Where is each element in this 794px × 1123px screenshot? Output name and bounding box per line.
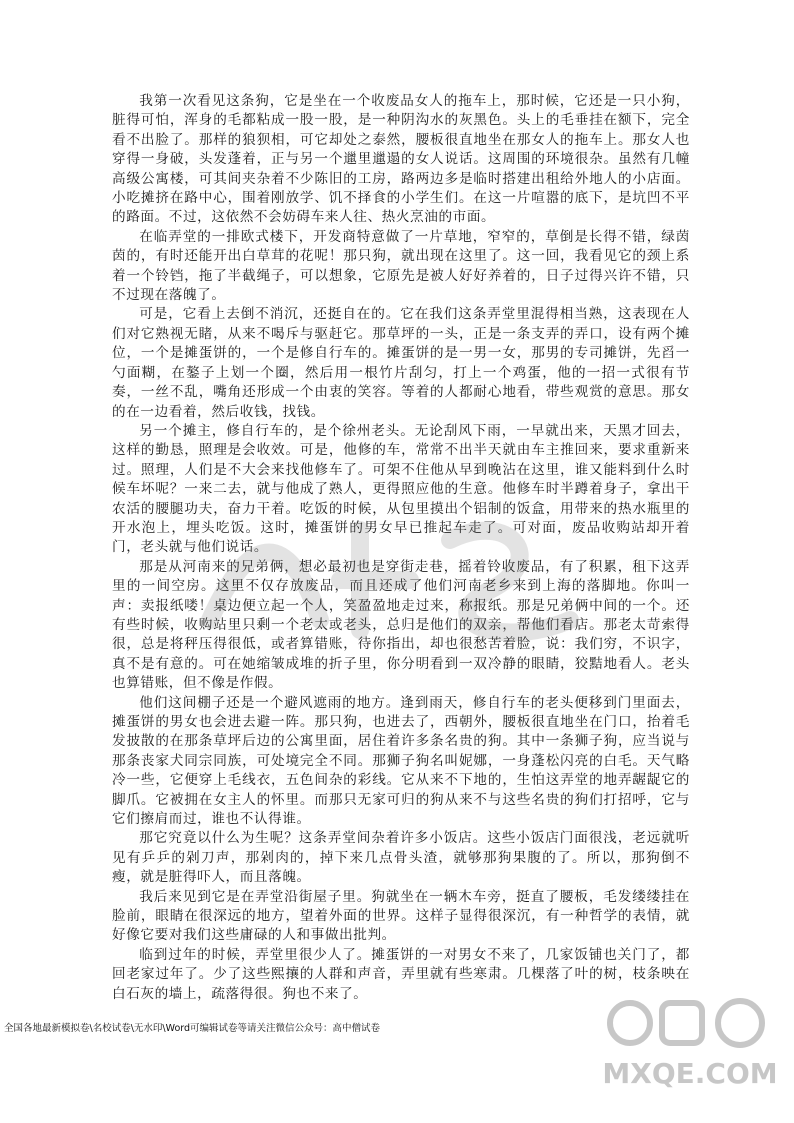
paragraph-8: 我后来见到它是在弄堂沿街屋子里。狗就坐在一辆木车旁，挺直了腰板，毛发缕缕挂在脸前，眼睛在很深远的地方，望着外面的世界。这样子显得很深沉，有一种哲学的表情，就好像它要对我们这些庸碌的人和事做出批判。: [112, 888, 690, 944]
paragraph-9: 临到过年的时候，弄堂里很少人了。摊蛋饼的一对男女不来了，几家饭铺也关门了，都回老家过年了。少了这些熙攘的人群和声音，弄里就有些寒肃。几棵落了叶的树，枝条映在白石灰的墙上，疏落得很。狗也不来了。: [112, 946, 690, 1002]
paragraph-2: 在临弄堂的一排欧式楼下，开发商特意做了一片草地，窄窄的，草倒是长得不错，绿茵茵的，有时还能开出白草茸的花呢！那只狗，就出现在这里了。这一回，我看见它的颈上系着一个铃铛，拖了半截绳子，可以想象，它原先是被人好好养着的，日子过得兴许不错，只不过现在落魄了。: [112, 228, 690, 304]
article-body: [112, 92, 690, 1004]
paragraph-7: 那它究竟以什么为生呢？这条弄堂间杂着许多小饭店。这些小饭店门面很浅，老远就听见有乒乒的剁刀声，那剁肉的，掉下来几点骨头渣，就够那狗果腹的了。所以，那狗倒不瘦，就是脏得吓人，而且落魄。: [112, 830, 690, 886]
paragraph-6: 他们这间棚子还是一个避风遮雨的地方。逢到雨天，修自行车的老头便移到门里面去，摊蛋饼的男女也会进去避一阵。那只狗，也进去了，西朝外，腰板很直地坐在门口，抬着毛发披散的在那条草坪后边的公寓里面，居住着许多条名贵的狗。其中一条狮子狗，应当说与那条丧家犬同宗同族，可处境完全不同。那狮子狗名叫妮娜，一身蓬松闪亮的白毛。天气略冷一些，它便穿上毛线衣，五色间杂的彩线。它从来不下地的，生怕这弄堂的地弄龌龊它的脚爪。它被拥在女主人的怀里。而那只无家可归的狗从来不与这些名贵的狗们打招呼，它与它们擦肩而过，谁也不认得谁。: [112, 694, 690, 828]
footer-note: 全国各地最新模拟卷\名校试卷\无水印\Word可编辑试卷等请关注微信公众号：高中僧试卷: [4, 1023, 381, 1034]
logo-text: MXQE.COM: [602, 1057, 778, 1090]
paragraph-4: 另一个摊主，修自行车的，是个徐州老头。无论刮风下雨，一早就出来，天黑才回去，这样的勤恳，照理是会收效。可是，他修的车，常常不出半天就由车主推回来，要求重新来过。照理，人们是不大会来找他修车了。可架不住他从早到晚沾在这里，谁又能料到什么时候车坏呢？一来二去，就与他成了熟人，更得照应他的生意。他修车时半蹲着身子，拿出干农活的腰腿功夫，奋力干着。吃饭的时候，从包里摸出个铝制的饭盒，用带来的热水瓶里的开水泡上，埋头吃饭。这时，摊蛋饼的男女早已推起车走了。可对面，废品收购站却开着门，老头就与他们说话。: [112, 422, 690, 556]
paragraph-1: 我第一次看见这条狗，它是坐在一个收废品女人的拖车上，那时候，它还是一只小狗，脏得可怕，浑身的毛都粘成一股一股，是一种阴沟水的灰黑色。头上的毛垂挂在额下，完全看不出脸了。那样的狼狈相，可它却处之泰然，腰板很直地坐在那女人的拖车上。那女人也穿得一身破，头发蓬着，正与另一个邋里邋遢的女人说话。这周围的环境很杂。虽然有几幢高级公寓楼，可其间夹杂着不少陈旧的工房，路两边多是临时搭建出租给外地人的小店面。小吃摊挤在路中心，围着刚放学、饥不择食的小学生们。在这一片喧嚣的底下，是坑凹不平的路面。不过，这依然不会妨碍车来人往、热火烹油的市面。: [112, 93, 690, 226]
site-logo: [600, 983, 780, 1103]
paragraph-5: 那是从河南来的兄弟俩，想必最初也是穿街走巷，摇着铃收废品，有了积累，租下这弄里的一间空房。这里不仅存放废品，而且还成了他们河南老乡来到上海的落脚地。你叫一声：卖报纸喽！桌边便立起一个人，笑盈盈地走过来，称报纸。那是兄弟俩中间的一个。还有些时候，收购站里只剩一个老太或老头，总归是他们的双亲，帮他们看店。那老太苛索得很，总是将秤压得很低，或者算错账，待你指出，却也很愁苦着脸，说：我们穷，不识字，真不是有意的。可在她缩皱成堆的折子里，你分明看到一双冷静的眼睛，狡黠地看人。老头也算错账，但不像是作假。: [112, 558, 690, 692]
paragraph-3: 可是，它看上去倒不消沉，还挺自在的。它在我们这条弄堂里混得相当熟，这表现在人们对它熟视无睹，从来不喝斥与驱赶它。那草坪的一头，正是一条支弄的弄口，设有两个摊位，一个是摊蛋饼的，一个是修自行车的。摊蛋饼的是一男一女，那男的专司摊饼，先舀一勺面糊，在鏊子上划一个圈，然后用一根竹片刮匀，打上一个鸡蛋，他的一招一式很有节奏，一丝不乱，嘴角还形成一个由衷的笑容。等着的人都耐心地看，带些观赏的意思。那女的在一边看着，然后收钱，找钱。: [112, 306, 690, 420]
